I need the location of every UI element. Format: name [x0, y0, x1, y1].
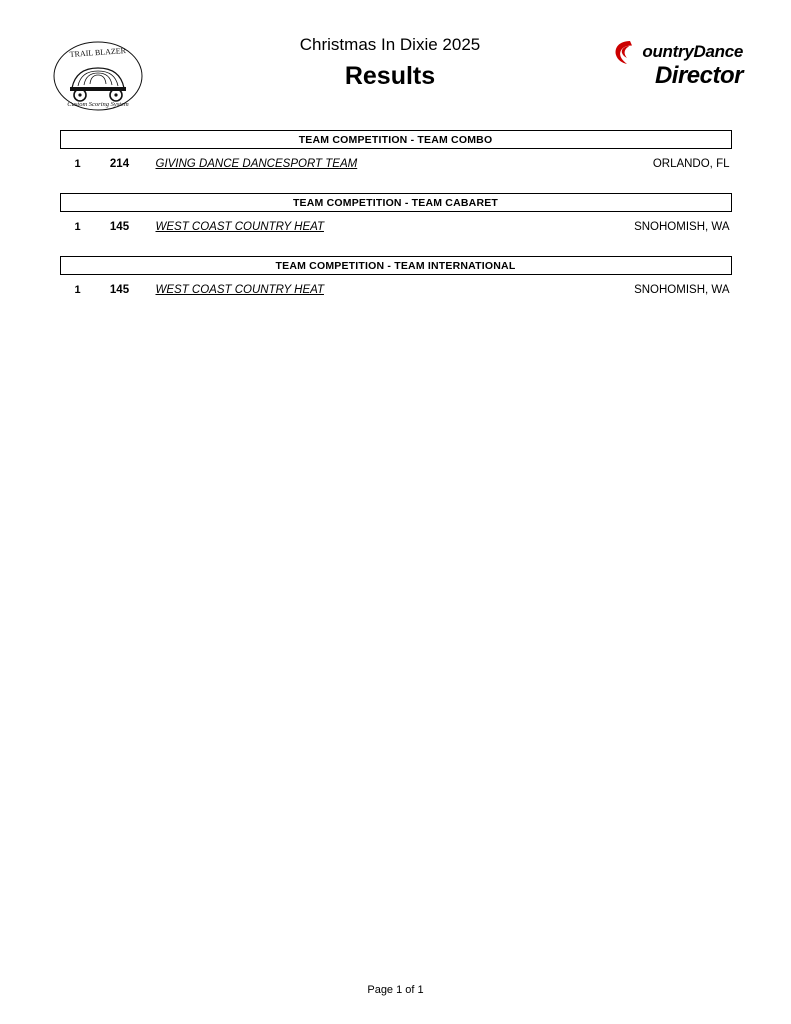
- director-label: Director: [654, 62, 743, 89]
- entry-number: 214: [109, 158, 130, 170]
- trail-blazer-logo: [52, 40, 144, 112]
- entry-place: 1: [74, 221, 81, 233]
- table-row: [60, 212, 732, 242]
- entry-name: GIVING DANCE DANCESPORT TEAM: [155, 158, 358, 170]
- entry-place: 1: [74, 158, 81, 170]
- section-spacer: [0, 242, 791, 256]
- entry-name: WEST COAST COUNTRY HEAT: [155, 284, 324, 296]
- swoosh-icon: [613, 39, 633, 65]
- svg-text:Custom Scoring System: Custom Scoring System: [67, 101, 129, 108]
- section-heading: TEAM COMPETITION - TEAM CABARET: [60, 193, 732, 212]
- svg-text:TRAIL BLAZER: TRAIL BLAZER: [69, 46, 127, 59]
- entry-number: 145: [109, 284, 130, 296]
- result-section: [0, 256, 791, 305]
- entry-number: 145: [109, 221, 130, 233]
- result-section: [0, 193, 791, 242]
- page-number-label: Page 1 of 1: [367, 984, 424, 996]
- page-header: [0, 34, 791, 114]
- table-row: [60, 275, 732, 305]
- page-title: Results: [344, 62, 436, 90]
- country-dance-text: [613, 42, 743, 62]
- section-heading: TEAM COMPETITION - TEAM INTERNATIONAL: [60, 256, 732, 275]
- entry-name: WEST COAST COUNTRY HEAT: [155, 221, 324, 233]
- result-section: [0, 130, 791, 179]
- entry-location: ORLANDO, FL: [652, 158, 730, 170]
- section-heading: TEAM COMPETITION - TEAM COMBO: [60, 130, 732, 149]
- table-row: [60, 149, 732, 179]
- country-dance-director-logo: [613, 42, 743, 104]
- entry-location: SNOHOMISH, WA: [634, 284, 730, 296]
- section-spacer: [0, 179, 791, 193]
- country-dance-label: ountryDance: [642, 42, 743, 61]
- event-title: Christmas In Dixie 2025: [299, 35, 481, 54]
- title-block: [190, 34, 590, 92]
- entry-location: SNOHOMISH, WA: [634, 221, 730, 233]
- results-content: [0, 130, 791, 305]
- entry-place: 1: [74, 284, 81, 296]
- page-footer: [0, 984, 791, 996]
